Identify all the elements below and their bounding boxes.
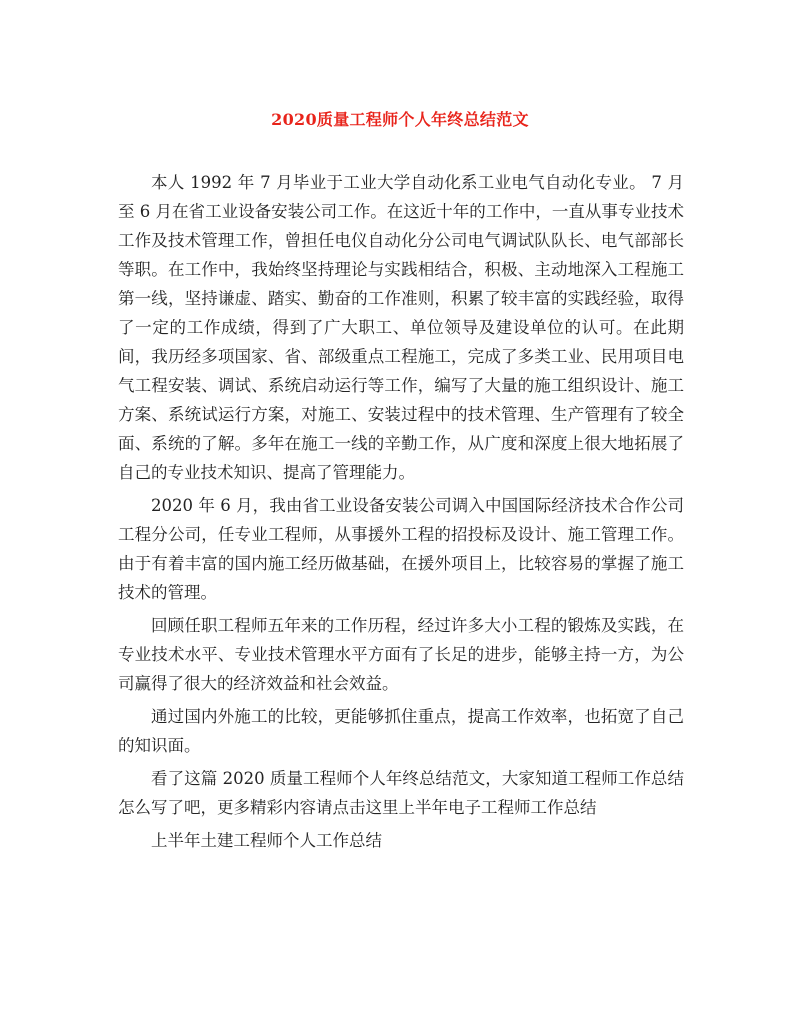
paragraph-4: 通过国内外施工的比较，更能够抓住重点，提高工作效率，也拓宽了自己的知识面。 (118, 707, 684, 755)
paragraph-3: 回顾任职工程师五年来的工作历程，经过许多大小工程的锻炼及实践，在专业技术水平、专业技术管理水平方面有了长足的进步，能够主持一方，为公司赢得了很大的经济效益和社会效益。 (118, 616, 684, 693)
paragraph-5: 看了这篇 2020 质量工程师个人年终总结范文，大家知道工程师工作总结怎么写了吧，更多精彩内容请点击这里上半年电子工程师工作总结 (118, 769, 684, 817)
document-body (118, 168, 684, 859)
document-title: 2020质量工程师个人年终总结范文 (271, 110, 529, 129)
paragraph-2: 2020 年 6 月，我由省工业设备安装公司调入中国国际经济技术合作公司工程分公司，任专业工程师，从事援外工程的招投标及设计、施工管理工作。由于有着丰富的国内施工经历做基础，在援外项目上，比较容易的掌握了施工技术的管理。 (118, 496, 684, 602)
paragraph-1: 本人 1992 年 7 月毕业于工业大学自动化系工业电气自动化专业。 7 月至 6 月在省工业设备安装公司工作。在这近十年的工作中，一直从事专业技术工作及技术管理工作，曾担任电仪自动化分公司电气调试队队长、电气部部长等职。在工作中，我始终坚持理论与实践相结合，积极、主动地深入工程施工第一线，坚持谦虚、踏实、勤奋的工作准则，积累了较丰富的实践经验，取得了一定的工作成绩，得到了广大职工、单位领导及建设单位的认可。在此期间，我历经多项国家、省、部级重点工程施工，完成了多类工业、民用项目电气工程安装、调试、系统启动运行等工作，编写了大量的施工组织设计、施工方案、系统试运行方案，对施工、安装过程中的技术管理、生产管理有了较全面、系统的了解。多年在施工一线的辛勤工作，从广度和深度上很大地拓展了自己的专业技术知识、提高了管理能力。 (118, 173, 684, 482)
related-link-text: 上半年土建工程师个人工作总结 (151, 831, 382, 850)
